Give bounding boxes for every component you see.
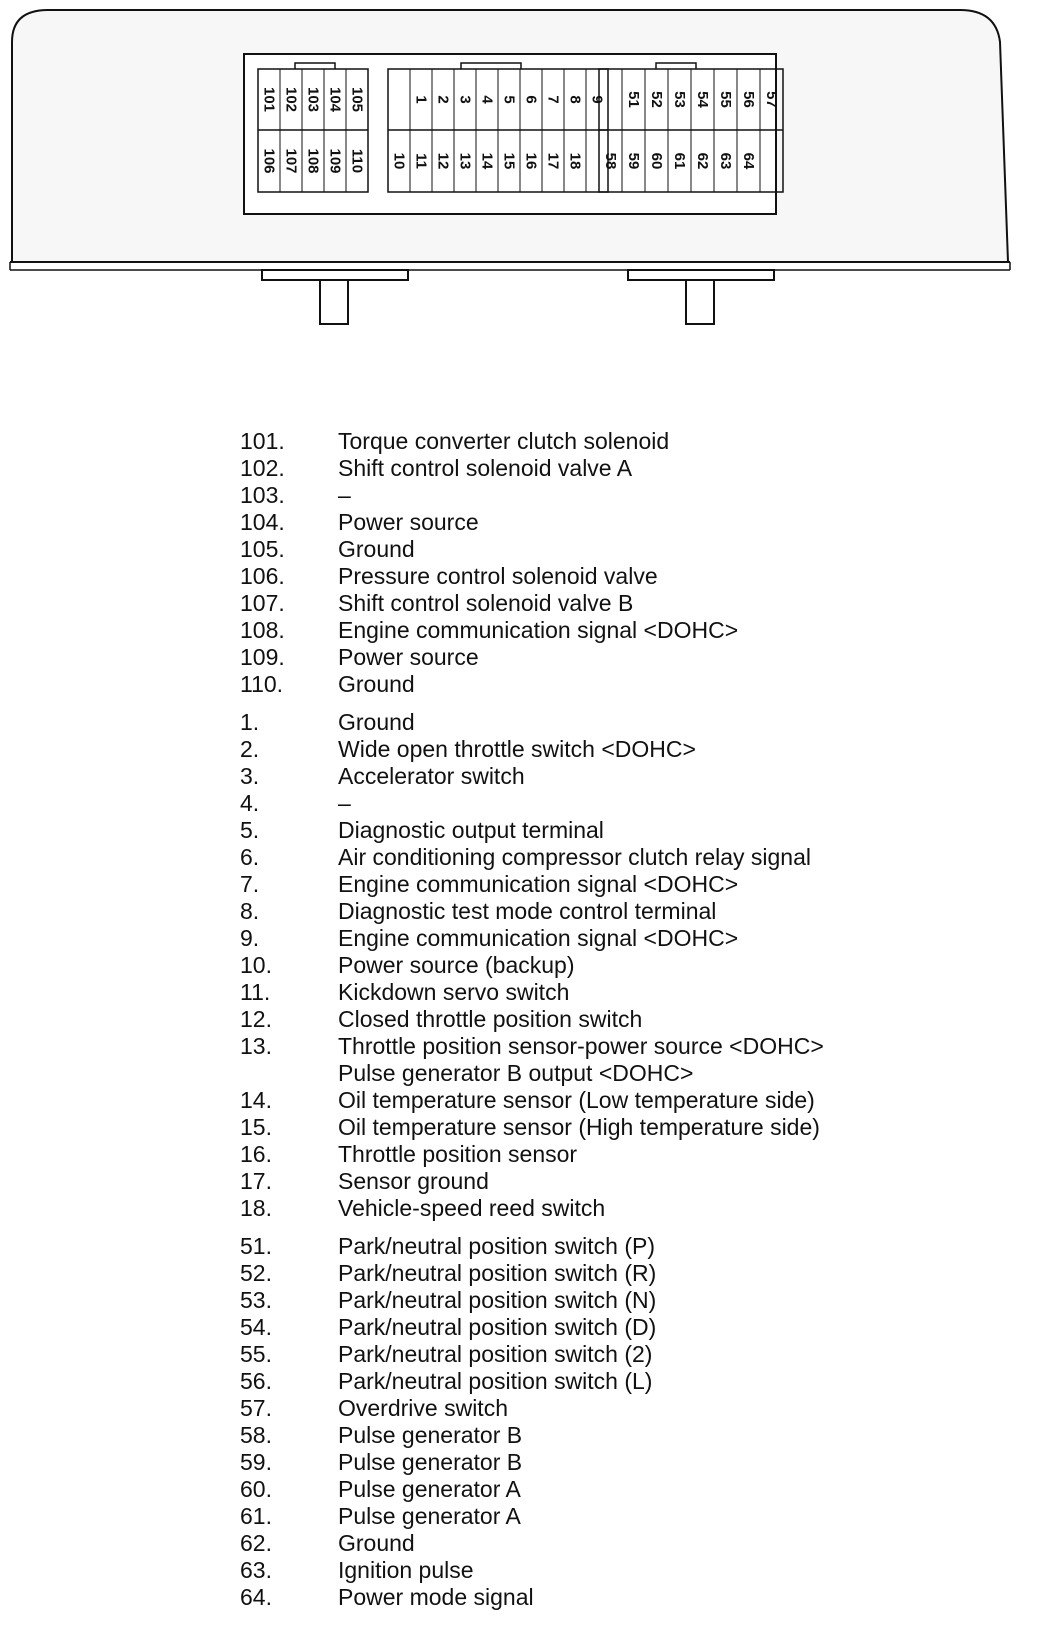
legend-row [240, 1395, 1020, 1422]
terminal-description: Air conditioning compressor clutch relay signal [338, 844, 811, 870]
legend-row [240, 1584, 1020, 1611]
pin-label: 5 [500, 95, 518, 104]
terminal-description: Throttle position sensor-power source <DOHC> [338, 1033, 824, 1059]
legend-group-transmission [240, 428, 1020, 698]
legend-row [240, 1060, 1020, 1087]
terminal-description: Ground [338, 1530, 415, 1556]
pin-label: 1 [412, 95, 430, 104]
legend-row [240, 925, 1020, 952]
terminal-number: 110. [240, 671, 284, 697]
legend-row [240, 1476, 1020, 1503]
legend-row [240, 1341, 1020, 1368]
terminal-number: 61. [240, 1503, 272, 1529]
pin-label: 106 [260, 148, 278, 174]
terminal-number: 51. [240, 1233, 272, 1259]
terminal-description: Kickdown servo switch [338, 979, 570, 1005]
terminal-number: 58. [240, 1422, 272, 1448]
terminal-number: 109. [240, 644, 285, 670]
mounting-stud-right [628, 270, 774, 324]
terminal-description: Park/neutral position switch (N) [338, 1287, 657, 1313]
terminal-number: 11. [240, 979, 271, 1005]
legend-row [240, 617, 1020, 644]
pin-label: 57 [763, 91, 780, 108]
terminal-number: 18. [240, 1195, 272, 1221]
terminal-description: Pulse generator A [338, 1476, 521, 1502]
terminal-description: Accelerator switch [338, 763, 525, 789]
legend-row [240, 428, 1020, 455]
pin-label: 51 [625, 91, 642, 108]
legend-row [240, 644, 1020, 671]
terminal-number: 4. [240, 790, 260, 816]
terminal-description: Park/neutral position switch (L) [338, 1368, 653, 1394]
legend-row [240, 736, 1020, 763]
legend-row [240, 671, 1020, 698]
control-unit-diagram [0, 0, 1056, 340]
terminal-number: 9. [240, 925, 260, 951]
pin-label: 104 [326, 86, 344, 113]
pin-label: 103 [304, 86, 322, 113]
legend-row [240, 1087, 1020, 1114]
legend-row [240, 509, 1020, 536]
legend-row [240, 1557, 1020, 1584]
terminal-description: Park/neutral position switch (D) [338, 1314, 657, 1340]
terminal-number: 62. [240, 1530, 272, 1556]
terminal-number: 7. [240, 871, 260, 897]
pin-label: 54 [694, 91, 711, 108]
terminal-number: 17. [240, 1168, 272, 1194]
terminal-description: Pulse generator B output <DOHC> [338, 1060, 694, 1086]
terminal-description: Engine communication signal <DOHC> [338, 925, 739, 951]
terminal-description: Diagnostic output terminal [338, 817, 604, 843]
terminal-description: – [338, 482, 351, 508]
terminal-number: 16. [240, 1141, 272, 1167]
legend-row [240, 1006, 1020, 1033]
pin-label: 18 [566, 152, 584, 170]
terminal-number: 60. [240, 1476, 272, 1502]
pin-label: 16 [522, 152, 540, 170]
terminal-description: Wide open throttle switch <DOHC> [338, 736, 696, 762]
terminal-description: Ground [338, 671, 415, 697]
legend-row [240, 871, 1020, 898]
legend-row [240, 709, 1020, 736]
legend-row [240, 763, 1020, 790]
terminal-description: Power source [338, 509, 479, 535]
pin-label: 7 [544, 95, 562, 104]
terminal-description: Overdrive switch [338, 1395, 508, 1421]
terminal-number: 15. [240, 1114, 272, 1140]
terminal-description: Park/neutral position switch (R) [338, 1260, 657, 1286]
terminal-number: 8. [240, 898, 260, 924]
pin-label: 102 [282, 86, 300, 113]
terminal-description: Ground [338, 709, 415, 735]
terminal-number: 103. [240, 482, 285, 508]
terminal-number: 13. [240, 1033, 272, 1059]
terminal-number: 106. [240, 563, 285, 589]
terminal-number: 1. [240, 709, 260, 735]
legend-row [240, 952, 1020, 979]
terminal-description: – [338, 790, 351, 816]
terminal-description: Vehicle-speed reed switch [338, 1195, 606, 1221]
terminal-description: Oil temperature sensor (High temperature side) [338, 1114, 820, 1140]
terminal-number: 2. [240, 736, 260, 762]
legend-row [240, 1368, 1020, 1395]
legend-row [240, 1033, 1020, 1060]
legend-row [240, 536, 1020, 563]
legend-row [240, 1233, 1020, 1260]
terminal-description: Park/neutral position switch (2) [338, 1341, 653, 1367]
legend-row [240, 1260, 1020, 1287]
terminal-description: Closed throttle position switch [338, 1006, 643, 1032]
terminal-number: 52. [240, 1260, 272, 1286]
pin-label: 2 [434, 95, 452, 104]
terminal-number: 3. [240, 763, 260, 789]
pin-label: 13 [456, 152, 474, 170]
terminal-description: Power source [338, 644, 479, 670]
pin-label: 9 [588, 95, 606, 104]
terminal-description: Pulse generator A [338, 1503, 521, 1529]
pin-label: 10 [390, 152, 408, 170]
terminal-number: 14. [240, 1087, 272, 1113]
terminal-number: 12. [240, 1006, 272, 1032]
pin-label: 52 [648, 91, 665, 108]
legend-row [240, 455, 1020, 482]
legend-row [240, 1287, 1020, 1314]
terminal-description: Shift control solenoid valve B [338, 590, 634, 616]
terminal-number: 10. [240, 952, 272, 978]
legend-row [240, 817, 1020, 844]
terminal-number: 54. [240, 1314, 272, 1340]
pin-label: 14 [478, 152, 496, 170]
legend-row [240, 482, 1020, 509]
pin-label: 62 [694, 152, 711, 170]
terminal-description: Power mode signal [338, 1584, 534, 1610]
legend-row [240, 1195, 1020, 1222]
terminal-number: 5. [240, 817, 260, 843]
legend-row [240, 590, 1020, 617]
terminal-description: Sensor ground [338, 1168, 489, 1194]
pin-label: 58 [602, 152, 619, 170]
legend-row [240, 563, 1020, 590]
terminal-number: 56. [240, 1368, 272, 1394]
pin-label: 110 [348, 148, 366, 174]
terminal-number: 101. [240, 428, 285, 454]
terminal-description: Ground [338, 536, 415, 562]
terminal-description: Pulse generator B [338, 1422, 523, 1448]
legend-row [240, 1422, 1020, 1449]
mounting-stud-left [262, 270, 408, 324]
legend-row [240, 1449, 1020, 1476]
pin-label: 63 [717, 152, 734, 170]
terminal-number: 107. [240, 590, 285, 616]
legend-row [240, 1141, 1020, 1168]
terminal-number: 64. [240, 1584, 272, 1610]
terminal-number: 59. [240, 1449, 272, 1475]
legend-row [240, 844, 1020, 871]
pin-label: 8 [566, 95, 584, 104]
terminal-number: 63. [240, 1557, 272, 1583]
terminal-description: Throttle position sensor [338, 1141, 578, 1167]
legend-row [240, 1503, 1020, 1530]
pin-label: 55 [717, 91, 734, 108]
terminal-number: 102. [240, 455, 285, 481]
terminal-number: 57. [240, 1395, 272, 1421]
pin-label: 105 [348, 86, 366, 113]
terminal-description: Ignition pulse [338, 1557, 474, 1583]
pin-label: 15 [500, 152, 518, 170]
terminal-number: 105. [240, 536, 285, 562]
legend-row [240, 1114, 1020, 1141]
pin-label: 4 [478, 95, 496, 104]
terminal-number: 6. [240, 844, 260, 870]
legend-row [240, 1314, 1020, 1341]
terminal-description: Engine communication signal <DOHC> [338, 617, 739, 643]
terminal-description: Power source (backup) [338, 952, 575, 978]
terminal-description: Pulse generator B [338, 1449, 523, 1475]
pin-label: 3 [456, 95, 474, 104]
pin-label: 17 [544, 152, 562, 170]
pin-label: 12 [434, 152, 452, 170]
pin-label: 61 [671, 152, 688, 170]
terminal-number: 55. [240, 1341, 272, 1367]
pin-label: 64 [740, 152, 757, 170]
terminal-number: 104. [240, 509, 285, 535]
terminal-number: 108. [240, 617, 285, 643]
pin-label: 109 [326, 148, 344, 174]
legend-row [240, 790, 1020, 817]
legend-group-switch [240, 1233, 1020, 1611]
terminal-description: Park/neutral position switch (P) [338, 1233, 656, 1259]
terminal-number: 53. [240, 1287, 272, 1313]
legend-row [240, 898, 1020, 925]
legend-row [240, 1530, 1020, 1557]
terminal-description: Diagnostic test mode control terminal [338, 898, 717, 924]
legend-group-sensor [240, 709, 1020, 1222]
pin-label: 108 [304, 148, 322, 174]
pin-label: 11 [412, 153, 430, 169]
pin-label: 101 [260, 86, 278, 113]
terminal-description: Oil temperature sensor (Low temperature side) [338, 1087, 815, 1113]
legend-row [240, 1168, 1020, 1195]
connector [244, 54, 783, 214]
terminal-description: Torque converter clutch solenoid [338, 428, 670, 454]
terminal-description: Engine communication signal <DOHC> [338, 871, 739, 897]
legend-row [240, 979, 1020, 1006]
pin-label: 107 [282, 148, 300, 174]
pin-label: 56 [740, 91, 757, 108]
terminal-description: Shift control solenoid valve A [338, 455, 633, 481]
terminal-description: Pressure control solenoid valve [338, 563, 658, 589]
pin-label: 60 [648, 152, 665, 170]
pin-label: 53 [671, 91, 688, 108]
pin-label: 6 [522, 95, 540, 104]
pin-label: 59 [625, 152, 642, 170]
